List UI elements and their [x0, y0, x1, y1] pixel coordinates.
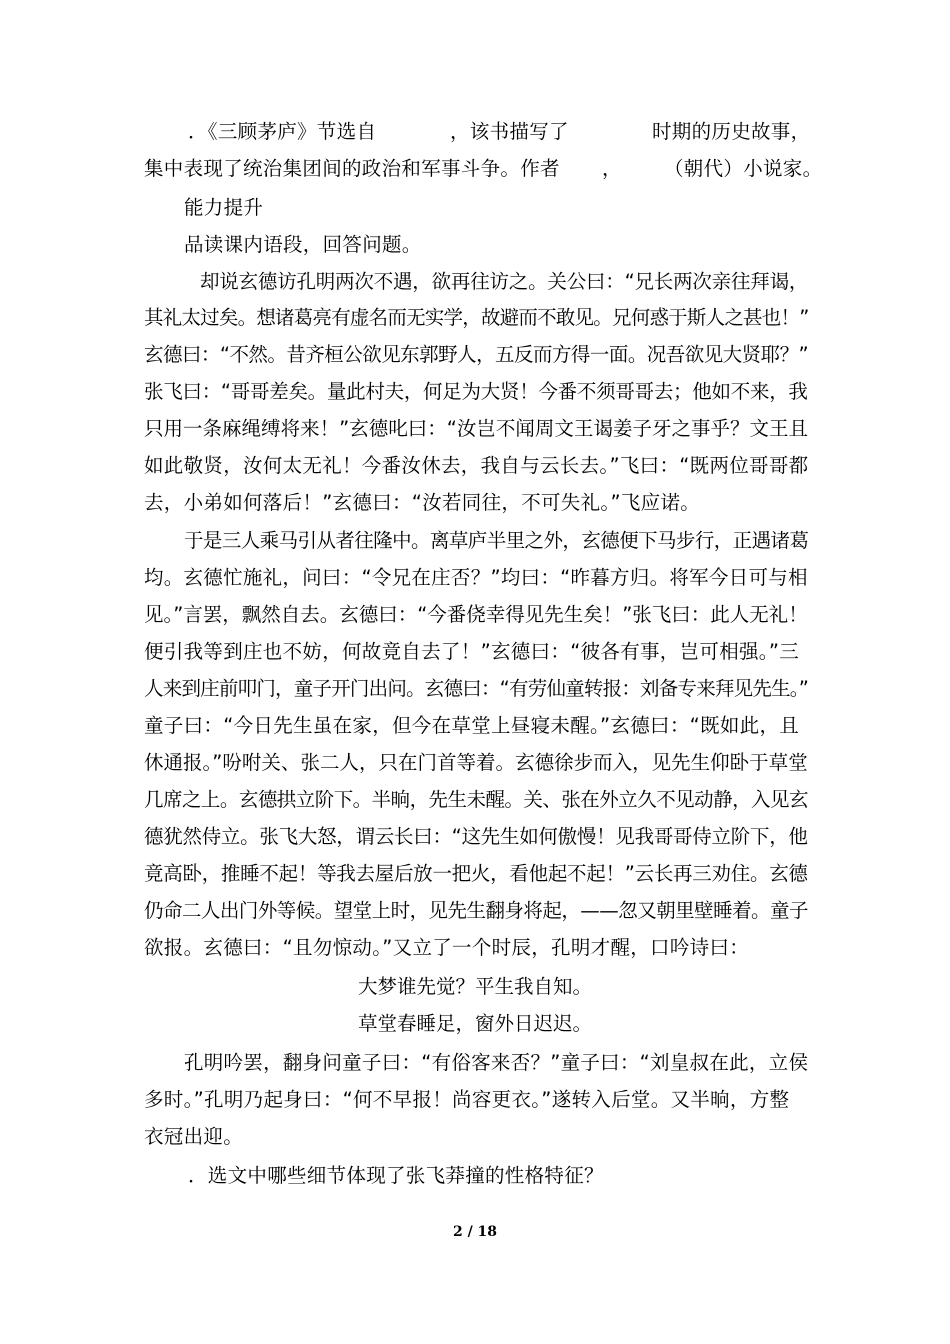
passage-line: 休通报。”吩咐关、张二人，只在门首等着。玄德徐步而入，见先生仰卧于草堂 — [144, 751, 808, 774]
passage-line: 德犹然侍立。张飞大怒，谓云长曰：“这先生如何傲慢！见我哥哥侍立阶下，他 — [144, 825, 808, 848]
passage-line: 只用一条麻绳缚将来！”玄德叱曰：“汝岂不闻周文王谒姜子牙之事乎？文王且 — [144, 417, 809, 440]
passage-line: 去，小弟如何落后！”玄德曰：“汝若同往，不可失礼。”飞应诺。 — [144, 491, 701, 514]
passage-line: 见。”言罢，飘然自去。玄德曰：“今番侥幸得见先生矣！”张飞曰：此人无礼！ — [144, 603, 808, 626]
question-1-part-2: ，该书描写了 — [450, 120, 569, 143]
poem-line: 大梦谁先觉？平生我自知。 — [357, 975, 592, 998]
question-1-line-2c: （朝代）小说家。 — [664, 157, 823, 180]
passage-line: 如此敬贤，汝何太无礼！今番汝休去，我自与云长去。”飞曰：“既两位哥哥都 — [144, 454, 809, 477]
passage-line: 其礼太过矣。想诸葛亮有虚名而无实学，故避而不敢见。兄何惑于斯人之甚也！” — [144, 306, 809, 329]
passage-line: 张飞曰：“哥哥差矣。量此村夫，何足为大贤！今番不须哥哥去；他如不来，我 — [144, 380, 808, 403]
question-1-line-2b: ， — [602, 157, 622, 180]
poem-line: 草堂春睡足，窗外日迟迟。 — [357, 1012, 592, 1035]
question-1-part-1: ．《三顾茅庐》节选自 — [188, 120, 377, 143]
passage-line: 竟高卧，推睡不起！等我去屋后放一把火，看他起不起！”云长再三劝住。玄德 — [144, 862, 808, 885]
instruction: 品读课内语段，回答问题。 — [184, 233, 422, 256]
passage-line: 于是三人乘马引从者往隆中。离草庐半里之外，玄德便下马步行，正遇诸葛 — [184, 529, 809, 552]
question-2: ．选文中哪些细节体现了张飞莽撞的性格特征？ — [188, 1164, 604, 1187]
passage-line: 玄德曰：“不然。昔齐桓公欲见东郭野人，五反而方得一面。况吾欲见大贤耶？” — [144, 343, 809, 366]
passage-line: 童子曰：“今日先生虽在家，但今在草堂上昼寝未醒。”玄德曰：“既如此，且 — [144, 714, 800, 737]
passage-line: 欲报。玄德曰：“且勿惊动。”又立了一个时辰，孔明才醒，口吟诗曰： — [144, 936, 750, 959]
passage-line: 便引我等到庄也不妨，何故竟自去了！”玄德曰：“彼各有事，岂可相强。”三 — [144, 640, 800, 663]
passage-line: 人来到庄前叩门，童子开门出问。玄德曰：“有劳仙童转报：刘备专来拜见先生。” — [144, 677, 809, 700]
passage-line: 衣冠出迎。 — [144, 1125, 244, 1148]
question-1-part-3: 时期的历史故事， — [652, 120, 811, 143]
passage-line: 几席之上。玄德拱立阶下。半晌，先生未醒。关、张在外立久不见动静，入见玄 — [144, 788, 808, 811]
passage-line: 多时。”孔明乃起身曰：“何不早报！尚容更衣。”遂转入后堂。又半晌，方整 — [144, 1088, 790, 1111]
passage-line: 却说玄德访孔明两次不遇，欲再往访之。关公曰：“兄长两次亲往拜谒， — [200, 270, 809, 293]
passage-line: 均。玄德忙施礼，问曰：“令兄在庄否？”均曰：“昨暮方归。将军今日可与相 — [144, 566, 808, 589]
section-title: 能力提升 — [184, 196, 264, 219]
page-number: 2 / 18 — [452, 1224, 498, 1240]
passage-line: 孔明吟罢，翻身问童子曰：“有俗客来否？”童子曰：“刘皇叔在此，立侯 — [184, 1051, 809, 1074]
question-1-line-2a: 集中表现了统治集团间的政治和军事斗争。作者 — [144, 157, 560, 180]
passage-line: 仍命二人出门外等候。望堂上时，见先生翻身将起，——忽又朝里壁睡着。童子 — [144, 899, 808, 922]
